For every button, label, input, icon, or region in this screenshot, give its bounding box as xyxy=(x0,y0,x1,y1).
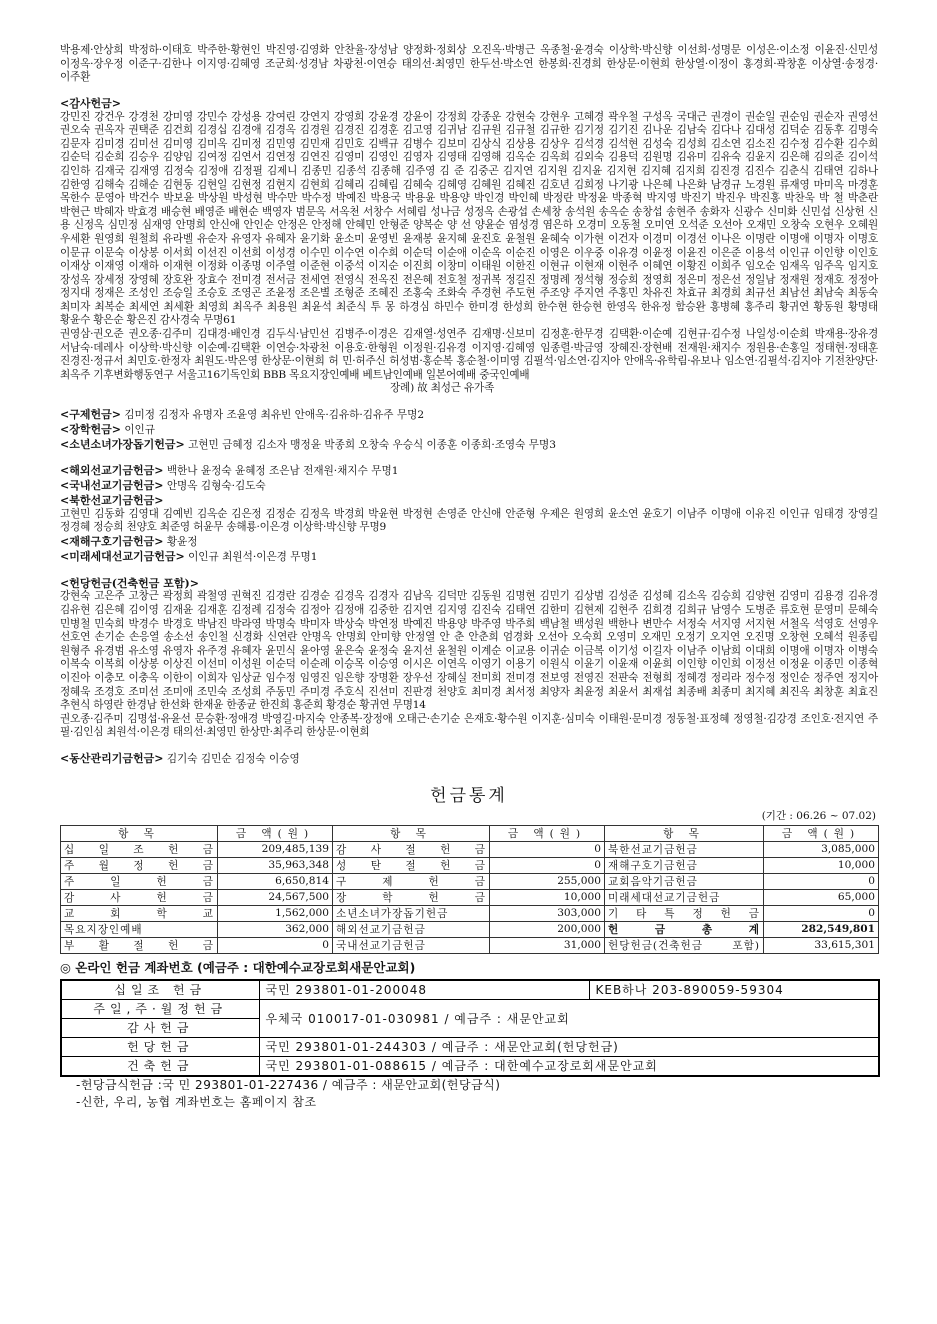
youth-line xyxy=(60,438,878,453)
north-names: 고현민 김동화 김영대 김예빈 김옥순 김은정 김정순 김정옥 박경희 박윤현 박정현 손영준 안신애 안준형 우제은 원영희 윤소연 윤호기 이남주 이명애 이유진 이인규 임태경 장영길 정경혜 정승희 천양호 최준영 허윤무 송해룡·이은경 이상학·박신향 무명9 xyxy=(60,507,878,534)
stats-item-amount: 0 xyxy=(764,873,879,889)
cemetery-names: 김기숙 김민순 김정숙 이승영 xyxy=(166,752,300,765)
overseas-heading: <해외선교기금헌금> xyxy=(60,464,164,478)
thanks-offering-section xyxy=(60,97,878,396)
scholarship-line xyxy=(60,423,878,438)
stats-item-label: 감 사 절 헌 금 xyxy=(333,841,490,857)
domestic-heading: <국내선교기금헌금> xyxy=(60,479,164,493)
scholarship-names: 이인규 xyxy=(124,423,156,436)
stats-item-amount: 33,615,301 xyxy=(764,937,879,953)
stats-item-label: 부 활 절 헌 금 xyxy=(61,937,218,953)
col-amount-2: 금 액(원) xyxy=(490,825,605,841)
domestic-line xyxy=(60,479,878,494)
cemetery-line xyxy=(60,752,878,767)
youth-names: 고현민 금혜정 김소자 맹정윤 박종희 오창숙 우승식 이종훈 이종희·조영숙 무명3 xyxy=(188,438,556,451)
domestic-names: 안명옥 김형숙·김도숙 xyxy=(166,480,266,493)
stats-item-label: 십 일 조 헌 금 xyxy=(61,841,218,857)
tithe-row xyxy=(61,980,879,1000)
other-banks-note: -신한, 우리, 농협 계좌번호는 홈페이지 참조 xyxy=(76,1094,317,1109)
stats-row xyxy=(61,937,879,953)
overseas-line xyxy=(60,464,878,479)
tithe-account-kb: 국민 293801-01-200048 xyxy=(259,980,589,1000)
dedication-section xyxy=(60,577,878,740)
stats-item-label: 주 월 정 헌 금 xyxy=(61,857,218,873)
thanks-label: 감사헌금 xyxy=(61,1018,259,1037)
online-accounts-table xyxy=(60,979,880,1077)
stats-item-amount: 0 xyxy=(218,937,333,953)
stats-title: 헌금통계 xyxy=(430,785,508,806)
stats-item-amount: 24,567,500 xyxy=(218,889,333,905)
stats-row xyxy=(61,905,879,921)
post-account: 우체국 010017-01-030981 / 예금주 : 새문안교회 xyxy=(259,999,879,1037)
stats-row xyxy=(61,841,879,857)
stats-item-label: 헌당헌금(건축헌금 포함) xyxy=(605,937,764,953)
future-line xyxy=(60,550,878,565)
stats-item-amount: 209,485,139 xyxy=(218,841,333,857)
mission-section xyxy=(60,464,878,564)
stats-item-amount: 10,000 xyxy=(490,889,605,905)
thanks-offering-heading: <감사헌금> xyxy=(60,96,121,110)
stats-item-label: 성 탄 절 헌 금 xyxy=(333,857,490,873)
relief-names: 김미정 김정자 유명자 조윤영 최유빈 안애옥·김유하·김유주 무명2 xyxy=(124,409,425,422)
disaster-line xyxy=(60,535,878,550)
stats-item-amount: 10,000 xyxy=(764,857,879,873)
stats-item-label: 미래세대선교기금헌금 xyxy=(605,889,764,905)
dedication-names: 강현숙 고은주 고창근 곽정희 곽철영 권혁진 김경란 김경순 김경옥 김경자 김남옥 김덕만 김동원 김명현 김민기 김상범 김성준 김성혜 김소옥 김승희 김양현 김영미 김용경 김유경 김유현 김은혜 김이영 김재윤 김재훈 김정례 김정숙 김정아 김정애 김중한 김지연 김지영 김진숙 김태연 김한미 김현제 김현주 김희경 김희규 남영수 도병준 류호현 문영미 문혜숙 민병철 민숙희 박경수 박경호 박남진 박라영 박명숙 박미자 박상숙 박연정 박예진 박용양 박주영 박주희 백남철 백성원 백한나 변만수 서정숙 서지영 서지현 서철옥 석영호 선영우 선호연 손기순 손응열 송소선 송인철 신경화 신연란 안명옥 안명희 안미향 안정열 안 춘 안춘희 엄경화 오선아 오숙희 오영미 오재민 오정기 오지연 오진명 오창현 오혜석 원종림 원형주 유경범 유소영 유영자 유주경 유혜자 윤민식 윤아영 윤은숙 윤정숙 윤지선 윤철원 이계순 이교용 이귀순 이금복 이기성 이길자 이남주 이남희 이대희 이명애 이명자 이병숙 이복숙 이복희 이상봉 이상진 이선미 이성원 이순덕 이순례 이승목 이승영 이시은 이연옥 이영기 이용기 이원식 이윤기 이윤재 이윤희 이인향 이인희 이정선 이정윤 이종민 이종혁 이진아 이충모 이충옥 이한이 이희자 임상균 임수정 임영진 임은향 장명환 장우선 장혜실 전미희 전미경 전보영 전영진 전판숙 전형희 정혜경 정리라 정수정 정인순 정주연 정지아 정혜욱 조경호 조미선 조미애 조민숙 조성희 주동민 주미경 주호식 진선미 진판경 천양호 최미경 최서정 최양자 최윤정 최윤서 최재섭 최종배 최종미 최지혜 최진옥 최창훈 최효진 추현식 하영란 한경남 한선화 한재윤 한종균 한진희 홍준희 황경순 황귀연 무명14 xyxy=(60,590,878,712)
stats-item-label: 북한선교기금헌금 xyxy=(605,841,764,857)
building-row xyxy=(61,1056,879,1076)
stats-item-amount: 6,650,814 xyxy=(218,873,333,889)
bulletin-offering-page xyxy=(60,44,878,1111)
tithe-account-keb: KEB하나 203-890059-59304 xyxy=(589,980,879,1000)
thanks-offering-names-2: 권영삼·권오준 권오종·김주미 김대경·배인경 김두식·남민선 김병주·이경은 김재열·성연주 김재명·신보미 김정훈·한무경 김택환·이순예 김현규·김수정 나일성·이순희 박재용·장유경 서남숙·데레사 이상학·박신향 이순예·김택환 이연승·차광천 이용호·한형원 이정원·김유경 이지영·김혜영 임종렬·박금영 장혜진·장현배 전재원·채지수 정원용·손홍일 정태현·정태훈 진경진·정규서 최민호·한정자 최원도·박은영 한상문·이현희 허 민·허주신 허성범·홍순복 홍순철·이미영 김필석·임소연·김지아 안애옥·유학림·유보나 임소연·김필석·김지아 기전찬양단·최옥주 기후변화행동연구 서울고16기독인회 BBB 목요지장인예배 베트남인예배 일본어예배 중국인예배 xyxy=(60,328,878,381)
tithe-label: 십일조 헌금 xyxy=(61,980,259,1000)
stats-item-amount: 200,000 xyxy=(490,921,605,937)
top-names: 박용제·안상희 박정하·이태호 박주한·황현인 박진영·김영화 안찬율·장성남 양정화·정회상 오진옥·박병근 옥종철·윤경숙 이상학·박신향 이선희·성명문 이성은·이소정 이윤진·신민성 이정옥·장우정 이준구·김한나 이지영·김혜영 조군희·성경남 차광천·이연승 태의선·최영민 한두선·박소연 한봉희·진경희 한상문·이현희 한상열·이정이 홍경희·곽창훈 이상열·송정경·이주환 xyxy=(60,44,878,84)
stats-item-label: 주 일 헌 금 xyxy=(61,873,218,889)
dedication-heading: <헌당헌금(건축헌금 포함)> xyxy=(60,576,199,590)
stats-row xyxy=(61,889,879,905)
col-amount-1: 금 액(원) xyxy=(218,825,333,841)
overseas-names: 백한나 윤정숙 윤혜정 조은남 전재원·채지수 무명1 xyxy=(166,465,399,478)
stats-item-amount: 0 xyxy=(490,841,605,857)
stats-item-amount: 255,000 xyxy=(490,873,605,889)
stats-item-label: 목요지장인예배 xyxy=(61,921,218,937)
stats-item-amount: 31,000 xyxy=(490,937,605,953)
youth-heading: <소년소녀가장돕기헌금> xyxy=(60,437,185,451)
stats-item-amount: 282,549,801 xyxy=(764,921,879,937)
stats-item-label: 기 타 특 정 헌 금 xyxy=(605,905,764,921)
relief-heading: <구제헌금> xyxy=(60,408,121,422)
stats-item-amount: 0 xyxy=(490,857,605,873)
stats-item-label: 해외선교기금헌금 xyxy=(333,921,490,937)
col-item-1: 항 목 xyxy=(61,825,218,841)
building-account: 국민 293801-01-088615 / 예금주 : 대한예수교장로회새문안교회 xyxy=(259,1056,879,1076)
stats-item-amount: 35,963,348 xyxy=(218,857,333,873)
thanks-offering-names: 강민진 강건우 강경천 강미영 강민수 강성용 강여린 강연지 강영희 강윤경 강윤이 강정희 강종운 강현숙 강현우 고혜경 곽우철 구성옥 국대근 권경이 권순일 권순임 권순자 권영선 권오숙 권옥자 권택준 김건희 김경십 김경애 김경옥 김경원 김경진 김경훈 김고영 김귀남 김규원 김규철 김규한 김기정 김기진 김나운 김남숙 김다나 김대성 김덕순 김동후 김명숙 김문자 김미경 김미선 김미영 김미옥 김미정 김민영 김민재 김민호 김백규 김병수 김보미 김상식 김상용 김상우 김석경 김석현 김성숙 김성희 김소연 김소진 김수정 김수환 김수희 김순덕 김순희 김승우 김양임 김여정 김연서 김연정 김연진 김영미 김영인 김영자 김영태 김영해 김옥순 김옥희 김외숙 김용덕 김원명 김유미 김유숙 김윤지 김은해 김의준 김이석 김인하 김재국 김재영 김정숙 김정애 김정필 김제니 김종민 김종석 김종해 김주영 김 준 김중곤 김지연 김지원 김지윤 김지현 김지혜 김지희 김진경 김진수 김춘식 김태연 김하나 김한영 김해숙 김해순 김현동 김현일 김현정 김현지 김현희 김혜리 김혜림 김혜숙 김혜영 김혜원 김혜진 김호년 김희정 나기광 나은혜 나은화 남경규 노경원 류재영 마미옥 마경훈 목한수 문영아 박건수 박보윤 박상원 박성현 박수만 박수정 박예진 박용국 박용윤 박용양 박인경 박인혜 박정란 박정윤 박종혁 박지영 박진기 박진우 박진홍 박찬욱 박 철 박춘란 박현근 박혜자 박효경 배승현 배영준 배현순 백영자 범문옥 서옥천 서창수 서혜림 성나금 성정옥 손광섭 손세창 송석원 송옥순 송창섭 송현주 송화자 신광수 신미화 신민섭 신상헌 신 용 신정옥 심민정 심재영 안명희 안신애 안인순 안정은 안정해 안혜민 안형준 양복순 양 선 양윤순 염성경 염은하 오경미 오동철 오미연 오석준 오선아 오재민 오창숙 오현우 오혜원 우세환 원영희 원철희 유라벨 유순자 유영자 유혜자 윤기화 윤소미 윤영빈 윤재봉 윤지혜 윤진호 윤철원 윤혜숙 이가현 이건자 이경미 이경선 이나은 이명란 이명애 이명자 이명호 이문규 이문숙 이상봉 이서희 이선진 이선희 이성경 이수민 이수연 이수희 이순덕 이순애 이순옥 이순진 이영은 이우중 이유경 이윤정 이윤진 이은준 이용석 이인규 이인향 이인호 이재상 이재영 이재하 이재현 이정화 이종명 이주열 이준현 이중석 이지순 이진희 이창미 이태원 이한진 이현규 이현재 이현주 이혜연 이황진 이희주 임오순 임재옥 임주옥 임지호 장성옥 장세정 장영혜 장호완 장효수 전미경 전서금 전세연 전영식 전옥진 전은혜 전호철 정귀복 정길진 정명례 정석형 정승희 정영희 정은미 정은선 정일남 정재원 정재호 정정아 정지대 정재은 조성인 조승일 조승호 조영곤 조윤정 조은별 조형준 조혜진 조홍숙 조화숙 주경현 주도현 주조양 주지연 주홍민 차유진 차효규 최경희 최규선 최남선 최남숙 최동숙 최미자 최복순 최세연 최세환 최영희 최옥주 최용원 최윤석 최준식 투 몽 하경심 하민수 한미경 한성희 한수현 한승현 한영옥 한유정 함승완 홍병혜 홍주리 황귀연 황동원 황명태 황윤수 황은순 황은진 감사경숙 무명61 xyxy=(60,110,878,327)
dedication-account: 국민 293801-01-244303 / 예금주 : 새문안교회(헌당헌금) xyxy=(259,1037,879,1056)
stats-item-label: 재해구호기금헌금 xyxy=(605,857,764,873)
fasting-account-note: -헌당금식헌금 :국 민 293801-01-227436 / 예금주 : 새문안교회(헌당금식) xyxy=(76,1077,501,1092)
relief-section xyxy=(60,408,878,452)
dedication-row xyxy=(61,1037,879,1056)
stats-item-amount: 362,000 xyxy=(218,921,333,937)
stats-item-label: 장 학 헌 금 xyxy=(333,889,490,905)
future-heading: <미래세대선교기금헌금> xyxy=(60,549,185,563)
stats-item-amount: 0 xyxy=(764,905,879,921)
stats-body xyxy=(61,841,879,953)
stats-row xyxy=(61,921,879,937)
col-item-2: 항 목 xyxy=(333,825,490,841)
cemetery-section xyxy=(60,752,878,767)
disaster-names: 황윤정 xyxy=(166,536,198,549)
dedication-names-2: 권오종·김주미 김명섭·유윤선 문승환·정애경 박영길·마지숙 안종복·장정애 오태근·손기순 은재호·황수원 이지훈·심미숙 이태원·문미경 정동철·표정혜 정영철·김강경 조인호·전지연 주 필·김인심 최원석·이은경 태의선·최영민 한상만·최주리 한상문·이현희 xyxy=(60,712,878,739)
relief-line xyxy=(60,408,878,423)
scholarship-heading: <장학헌금> xyxy=(60,422,121,436)
cemetery-heading: <동산관리기금헌금> xyxy=(60,751,164,765)
stats-header-row xyxy=(61,825,879,841)
disaster-heading: <재해구호기금헌금> xyxy=(60,535,164,549)
stats-row xyxy=(61,873,879,889)
stats-period: (기간 : 06.26 ~ 07.02) xyxy=(761,809,876,822)
stats-item-label: 구 제 헌 금 xyxy=(333,873,490,889)
stats-item-label: 소년소녀가장돕기헌금 xyxy=(333,905,490,921)
stats-item-amount: 3,085,000 xyxy=(764,841,879,857)
stats-item-amount: 1,562,000 xyxy=(218,905,333,921)
stats-row xyxy=(61,857,879,873)
future-names: 이인규 최원석·이은경 무명1 xyxy=(188,550,318,563)
sunday-label: 주일,주·월정헌금 xyxy=(61,999,259,1018)
stats-item-amount: 65,000 xyxy=(764,889,879,905)
building-label: 건축헌금 xyxy=(61,1056,259,1076)
north-heading: <북한선교기금헌금> xyxy=(60,494,164,508)
col-item-3: 항 목 xyxy=(605,825,764,841)
stats-item-label: 감 사 헌 금 xyxy=(61,889,218,905)
dedication-label: 헌당헌금 xyxy=(61,1037,259,1056)
stats-item-label: 교 회 학 교 xyxy=(61,905,218,921)
online-accounts-title: ◎ 온라인 헌금 계좌번호 (예금주 : 대한예수교장로회새문안교회) xyxy=(60,959,416,975)
stats-item-label: 국내선교기금헌금 xyxy=(333,937,490,953)
memorial-note: 장례) 故 최성근 유가족 xyxy=(390,382,495,395)
stats-item-label: 교회음악기금헌금 xyxy=(605,873,764,889)
stats-item-label: 헌 금 총 계 xyxy=(605,921,764,937)
stats-item-amount: 303,000 xyxy=(490,905,605,921)
col-amount-3: 금 액(원) xyxy=(764,825,879,841)
offering-stats-table xyxy=(60,825,879,954)
sunday-row xyxy=(61,999,879,1018)
